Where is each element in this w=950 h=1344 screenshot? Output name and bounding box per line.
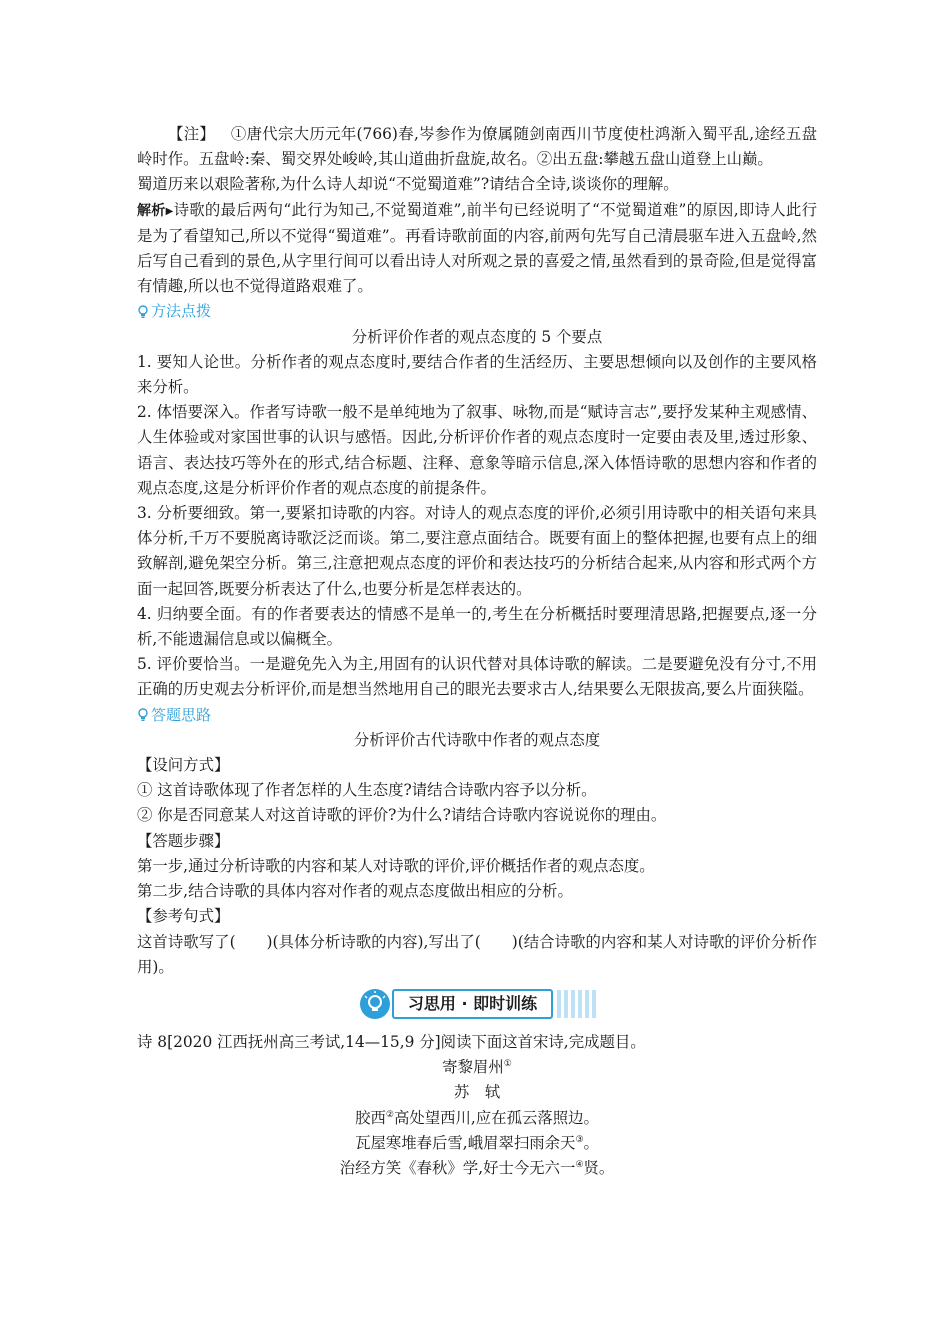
document-page [137, 122, 817, 1181]
method-item-4: 4. 归纳要全面。有的作者要表达的情感不是单一的,考生在分析概括时要理清思路,把握要点,逐一分析,不能遗漏信息或以偏概全。 [137, 604, 817, 649]
banner-label: 习思用 · 即时训练 [392, 989, 553, 1019]
lightbulb-badge-icon [358, 988, 392, 1020]
method-item-2: 2. 体悟要深入。作者写诗歌一般不是单纯地为了叙事、咏物,而是“赋诗言志”,要抒发某种主观感情、人生体验或对家国世事的认识与感悟。因此,分析评价作者的观点态度时一定要由表及里,透过形象、语言、表达技巧等外在的形式,结合标题、注释、意象等暗示信息,深入体悟诗歌的思想内容和作者的观点态度,这是分析评价作者的观点态度的前提条件。 [137, 403, 817, 497]
analysis-paragraph [137, 198, 817, 300]
ask-label: 【设问方式】 [137, 756, 230, 775]
method-section-title: 方法点拨 [137, 299, 817, 324]
method-item-5: 5. 评价要恰当。一是避免先入为主,用固有的认识代替对具体诗歌的解读。二是要避免没有分寸,不用正确的历史观去分析评价,而是想当然地用自己的眼光去要求古人,结果要么无限拔高,要么片面狭隘。 [137, 655, 817, 699]
note-label: 【注】 [168, 125, 216, 143]
method-heading: 分析评价作者的观点态度的 5 个要点 [351, 327, 603, 346]
approach-heading: 分析评价古代诗歌中作者的观点态度 [353, 730, 601, 749]
training-banner [137, 988, 817, 1020]
poem-author: 苏 轼 [453, 1083, 501, 1102]
approach-section-title: 答题思路 [137, 703, 817, 728]
method-item-3: 3. 分析要细致。第一,要紧扣诗歌的内容。对诗人的观点态度的评价,必须引用诗歌中的相关语句来具体分析,千万不要脱离诗歌泛泛而谈。第二,要注意点面结合。既要有面上的整体把握,也要有点上的细致解剖,避免架空分析。第三,注意把观点态度的评价和表达技巧的分析结合起来,从内容和形式两个方面一起回答,既要分析表达了什么,也要分析是怎样表达的。 [137, 504, 817, 598]
reference-text: 这首诗歌写了( )(具体分析诗歌的内容),写出了( )(结合诗歌的内容和某人对诗歌的评价分析作用)。 [137, 932, 817, 976]
triangle-icon: ▶ [165, 205, 174, 217]
analysis-label: 解析 [137, 202, 166, 219]
ask-item-2: ② 你是否同意某人对这首诗歌的评价?为什么?请结合诗歌内容说说你的理由。 [137, 806, 667, 825]
lightbulb-icon [137, 708, 149, 722]
poem-line-3: 治经方笑《春秋》学,好士今无六一④贤。 [339, 1158, 615, 1177]
lightbulb-icon [137, 305, 149, 319]
note-text: ①唐代宗大历元年(766)春,岑参作为僚属随剑南西川节度使杜鸿渐入蜀平乱,途经五盘岭时作。五盘岭:秦、蜀交界处峻岭,其山道曲折盘旋,故名。②出五盘:攀越五盘山道登上山巅。 [137, 125, 817, 169]
note-paragraph [137, 122, 817, 172]
poem-line-1: 胶西②高处望西川,应在孤云落照边。 [355, 1108, 599, 1127]
banner-stripes [557, 990, 596, 1018]
step-2: 第二步,结合诗歌的具体内容对作者的观点态度做出相应的分析。 [137, 882, 573, 901]
question-text: 蜀道历来以艰险著称,为什么诗人却说“不觉蜀道难”?请结合全诗,谈谈你的理解。 [137, 175, 679, 194]
exercise-intro: 诗 8[2020 江西抚州高三考试,14—15,9 分]阅读下面这首宋诗,完成题目。 [137, 1032, 646, 1051]
step-1: 第一步,通过分析诗歌的内容和某人对诗歌的评价,评价概括作者的观点态度。 [137, 856, 655, 875]
analysis-text: 诗歌的最后两句“此行为知己,不觉蜀道难”,前半句已经说明了“不觉蜀道难”的原因,即诗人此行是为了看望知己,所以不觉得“蜀道难”。再看诗歌前面的内容,前两句先写自己清晨驱车进入五盘岭,然后写自己看到的景色,从字里行间可以看出诗人对所观之景的喜爱之情,虽然看到的景奇险,但是觉得富有情趣,所以也不觉得道路艰难了。 [137, 200, 817, 296]
reference-label: 【参考句式】 [137, 907, 230, 926]
method-item-1: 1. 要知人论世。分析作者的观点态度时,要结合作者的生活经历、主要思想倾向以及创作的主要风格来分析。 [137, 352, 817, 397]
poem-line-2: 瓦屋寒堆春后雪,峨眉翠扫雨余天③。 [355, 1133, 599, 1152]
steps-label: 【答题步骤】 [137, 831, 230, 850]
ask-item-1: ① 这首诗歌体现了作者怎样的人生态度?请结合诗歌内容予以分析。 [137, 781, 597, 800]
poem-title: 寄黎眉州① [442, 1058, 512, 1077]
